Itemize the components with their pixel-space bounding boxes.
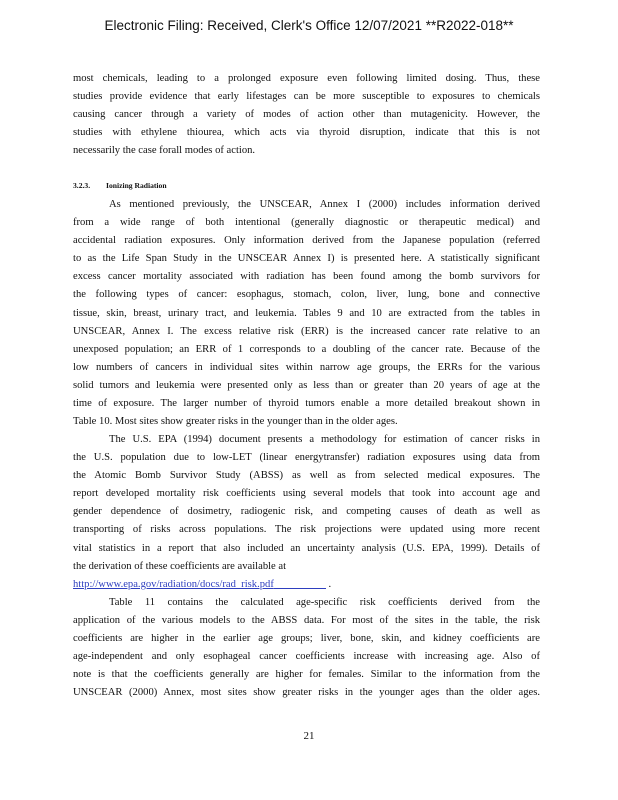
filing-header: Electronic Filing: Received, Clerk's Office 12/07/2021 **R2022-018**: [104, 18, 514, 33]
text-line: the following types of cancer: esophagus, stomach, colon, liver, lung, bone and connective: [73, 289, 540, 301]
page-number: 21: [303, 730, 315, 742]
text-line: studies with ethylene thiourea, which acts via thyroid disruption, indicate that this is not: [73, 127, 540, 139]
text-line: unexposed population; an ERR of 1 corresponds to a doubling of the cancer rate. Because of the: [73, 343, 540, 355]
paragraph-2: [73, 196, 540, 431]
text-line: report developed mortality risk coefficients using several models that took into account age and: [73, 488, 540, 500]
link-underline-gap: [274, 576, 326, 589]
text-line: tissue, skin, breast, urinary tract, and leukemia. Tables 9 and 10 are extracted from the tables in: [73, 307, 540, 319]
text-line: necessarily the case forall modes of action.: [73, 145, 256, 157]
text-line: most chemicals, leading to a prolonged exposure even following limited dosing. Thus, these: [73, 73, 540, 84]
text-line: vital statistics in a report that also included an uncertainty analysis (U.S. EPA, 1999). Details of: [73, 542, 540, 554]
text-line: studies provide evidence that early lifestages can be more susceptible to exposures to chemicals: [73, 91, 540, 103]
paragraph-1: [73, 70, 540, 160]
text-line: to as the Life Span Study in the UNSCEAR Annex I) is presented here. A statistically significant: [73, 253, 540, 265]
text-line: time of exposure. The larger number of thyroid tumors enable a more detailed breakout shown in: [73, 398, 540, 410]
section-heading: [73, 181, 167, 190]
text-line: coefficients are higher in the earlier age groups; liver, bone, skin, and kidney coefficients are: [73, 633, 540, 645]
text-line: the derivation of these coefficients are available at: [73, 560, 287, 572]
text-line: causing cancer through a variety of modes of action other than mutagenicity. However, the: [73, 109, 540, 121]
text-line: low numbers of cancers in individual sites within narrow age groups, the ERRs for the various: [73, 361, 540, 373]
paragraph-3: [73, 431, 540, 594]
link-line: [73, 576, 540, 594]
text-line: solid tumors and leukemia were presented only as less than or greater than 20 years of age at the: [73, 379, 540, 391]
text-line: from a wide range of both intentional (generally diagnostic or therapeutic medical) and: [73, 217, 540, 229]
text-line: accidental radiation exposures. Only information derived from the Japanese population (referred: [73, 235, 540, 247]
rad-risk-link[interactable]: http://www.epa.gov/radiation/docs/rad_risk.pdf: [73, 578, 274, 590]
text-line: UNSCEAR, Annex I. The excess relative risk (ERR) is the increased cancer rate relative to an: [73, 325, 540, 337]
text-line: As mentioned previously, the UNSCEAR, Annex I (2000) includes information derived: [109, 199, 540, 210]
text-line: Table 10. Most sites show greater risks in the younger than in the older ages.: [73, 416, 398, 428]
text-line: excess cancer mortality associated with radiation has been found among the bomb survivors for: [73, 271, 540, 283]
text-line: The U.S. EPA (1994) document presents a methodology for estimation of cancer risks in: [109, 434, 540, 445]
text-line: the U.S. population due to low-LET (linear energytransfer) radiation exposures using data from: [73, 452, 540, 464]
text-line: UNSCEAR (2000) Annex, most sites show greater risks in the younger ages than the older ages.: [73, 687, 540, 699]
text-line: transporting of risks across populations. The risk projections were updated using more recent: [73, 524, 540, 536]
text-line: application of the various models to the ABSS data. For most of the sites in the table, the risk: [73, 615, 540, 627]
section-title: Ionizing Radiation: [106, 181, 167, 190]
text-line: gender dependence of dosimetry, radiogenic risk, and competing causes of death as well as: [73, 506, 540, 518]
text-line: Table 11 contains the calculated age-specific risk coefficients derived from the: [109, 597, 540, 608]
paragraph-4: [73, 594, 540, 703]
text-line: age-independent and only esophageal cancer coefficients increase with increasing age. Also of: [73, 651, 540, 663]
link-suffix: .: [328, 578, 332, 590]
text-line: note is that the coefficients generally are higher for females. Similar to the information from the: [73, 669, 540, 681]
text-line: the Atomic Bomb Survivor Study (ABSS) as well as from selected medical exposures. The: [73, 470, 540, 482]
section-number: 3.2.3.: [73, 181, 91, 190]
